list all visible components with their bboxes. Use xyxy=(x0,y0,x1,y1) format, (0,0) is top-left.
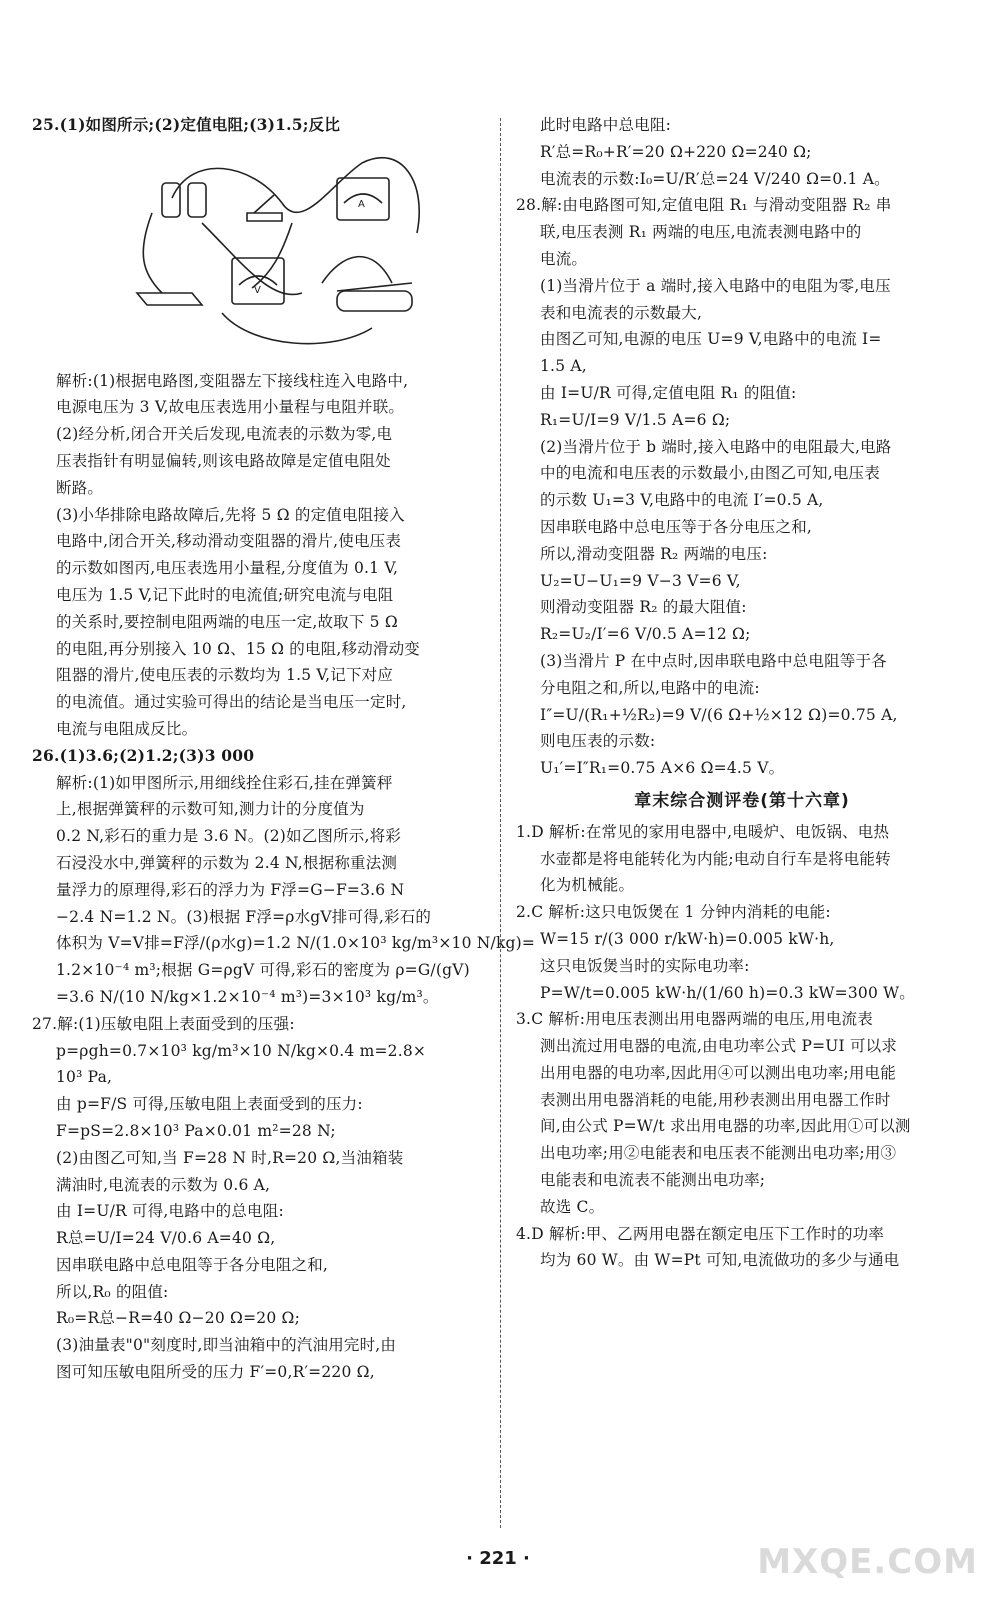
answer-line: F=pS=2.8×10³ Pa×0.01 m²=28 N; xyxy=(56,1121,336,1140)
answer-line: 图可知压敏电阻所受的压力 F′=0,R′=220 Ω, xyxy=(56,1363,375,1382)
left-column xyxy=(32,112,536,1386)
answer-line: 测出流过用电器的电流,由电功率公式 P=UI 可以求 xyxy=(540,1037,898,1056)
answer-line: 由 p=F/S 可得,压敏电阻上表面受到的压力: xyxy=(56,1095,363,1114)
section-title: 章末综合测评卷(第十六章) xyxy=(634,790,850,811)
answer-line: 26.(1)3.6;(2)1.2;(3)3 000 xyxy=(32,745,255,765)
answer-line: =3.6 N/(10 N/kg×1.2×10⁻⁴ m³)=3×10³ kg/m³。 xyxy=(56,987,439,1006)
answer-line: 电流。 xyxy=(540,249,588,268)
answer-line: 28.解:由电路图可知,定值电阻 R₁ 与滑动变阻器 R₂ 串 xyxy=(516,196,892,215)
answer-line: 解析:(1)根据电路图,变阻器左下接线柱连入电路中, xyxy=(56,371,409,390)
answer-line: 这只电饭煲当时的实际电功率: xyxy=(540,956,750,975)
answer-line: (3)当滑片 P 在中点时,因串联电路中总电阻等于各 xyxy=(540,651,887,670)
answer-line: 表和电流表的示数最大, xyxy=(540,303,703,322)
answer-line: 的关系时,要控制电阻两端的电压一定,故取下 5 Ω xyxy=(56,612,398,631)
answer-line: 联,电压表测 R₁ 两端的电压,电流表测电路中的 xyxy=(540,223,862,242)
answer-line: 的示数如图丙,电压表选用小量程,分度值为 0.1 V, xyxy=(56,559,399,578)
answer-line: R₂=U₂/I′=6 V/0.5 A=12 Ω; xyxy=(540,625,751,644)
answer-line: (2)当滑片位于 b 端时,接入电路中的电阻最大,电路 xyxy=(540,437,892,456)
answer-line: (1)当滑片位于 a 端时,接入电路中的电阻为零,电压 xyxy=(540,276,891,295)
answer-line: 上,根据弹簧秤的示数可知,测力计的分度值为 xyxy=(56,800,365,819)
answer-line: 的示数 U₁=3 V,电路中的电流 I′=0.5 A, xyxy=(540,491,824,510)
answer-line: 1.5 A, xyxy=(540,357,587,376)
answer-line: 满油时,电流表的示数为 0.6 A, xyxy=(56,1175,271,1194)
answer-line: 2.C 解析:这只电饭煲在 1 分钟内消耗的电能: xyxy=(516,903,831,922)
answer-line: −2.4 N=1.2 N。(3)根据 F浮=ρ水gV排可得,彩石的 xyxy=(56,907,432,926)
answer-line: 断路。 xyxy=(56,478,104,497)
site-watermark: MXQE.COM xyxy=(757,1542,978,1582)
answer-line: 出用电器的电功率,因此用④可以测出电功率;用电能 xyxy=(540,1063,896,1082)
answer-line: I″=U/(R₁+½R₂)=9 V/(6 Ω+½×12 Ω)=0.75 A, xyxy=(540,705,898,724)
circuit-diagram xyxy=(132,143,484,362)
page-number: · 221 · xyxy=(466,1548,530,1569)
answer-line: 故选 C。 xyxy=(540,1197,605,1216)
answer-line: 解析:(1)如甲图所示,用细线拴住彩石,挂在弹簧秤 xyxy=(56,773,393,792)
answer-line: 此时电路中总电阻: xyxy=(540,116,672,134)
answer-line: 电压为 1.5 V,记下此时的电流值;研究电流与电阻 xyxy=(56,585,394,604)
answer-line: 所以,R₀ 的阻值: xyxy=(56,1282,169,1301)
answer-line: 4.D 解析:甲、乙两用电器在额定电压下工作时的功率 xyxy=(516,1224,885,1243)
answer-line: 的电流值。通过实验可得出的结论是当电压一定时, xyxy=(56,693,407,712)
answer-line: 分电阻之和,所以,电路中的电流: xyxy=(540,678,760,697)
answer-line: 石浸没水中,弹簧秤的示数为 2.4 N,根据称重法测 xyxy=(56,853,398,872)
answer-line: 由 I=U/R 可得,电路中的总电阻: xyxy=(56,1202,284,1221)
answer-line: 压表指针有明显偏转,则该电路故障是定值电阻处 xyxy=(56,451,391,470)
answer-line: R₁=U/I=9 V/1.5 A=6 Ω; xyxy=(540,410,731,429)
answer-line: 3.C 解析:用电压表测出用电器两端的电压,用电流表 xyxy=(516,1010,873,1029)
answer-line: (3)小华排除电路故障后,先将 5 Ω 的定值电阻接入 xyxy=(56,505,405,524)
answer-line: 阻器的滑片,使电压表的示数均为 1.5 V,记下对应 xyxy=(56,666,394,685)
answer-line: 25.(1)如图所示;(2)定值电阻;(3)1.5;反比 xyxy=(32,115,341,134)
column-divider xyxy=(500,118,501,1528)
right-column xyxy=(516,112,968,1274)
answer-line: 电路中,闭合开关,移动滑动变阻器的滑片,使电压表 xyxy=(56,532,402,551)
answer-line: 0.2 N,彩石的重力是 3.6 N。(2)如乙图所示,将彩 xyxy=(56,827,402,846)
answer-line: 因串联电路中总电压等于各分电压之和, xyxy=(540,517,813,536)
answer-line: (2)经分析,闭合开关后发现,电流表的示数为零,电 xyxy=(56,425,393,444)
answer-line: 电流表的示数:I₀=U/R′总=24 V/240 Ω=0.1 A。 xyxy=(540,169,890,188)
answer-line: 由图乙可知,电源的电压 U=9 V,电路中的电流 I= xyxy=(540,330,882,349)
answer-line: 电流与电阻成反比。 xyxy=(56,719,198,738)
svg-text:A: A xyxy=(358,198,366,210)
answer-line: (3)油量表"0"刻度时,即当油箱中的汽油用完时,由 xyxy=(56,1336,397,1355)
answer-line: 1.2×10⁻⁴ m³;根据 G=ρgV 可得,彩石的密度为 ρ=G/(gV) xyxy=(56,961,470,980)
answer-line: 27.解:(1)压敏电阻上表面受到的压强: xyxy=(32,1014,295,1033)
answer-line: R₀=R总−R=40 Ω−20 Ω=20 Ω; xyxy=(56,1309,300,1328)
answer-line: 均为 60 W。由 W=Pt 可知,电流做功的多少与通电 xyxy=(540,1251,900,1270)
answer-line: 10³ Pa, xyxy=(56,1068,113,1087)
answer-line: 电源电压为 3 V,故电压表选用小量程与电阻并联。 xyxy=(56,398,405,417)
answer-line: W=15 r/(3 000 r/kW·h)=0.005 kW·h, xyxy=(540,929,835,948)
answer-line: 所以,滑动变阻器 R₂ 两端的电压: xyxy=(540,544,768,563)
answer-line: 出电功率;用②电能表和电压表不能测出电功率;用③ xyxy=(540,1144,897,1163)
answer-line: 电能表和电流表不能测出电功率; xyxy=(540,1171,766,1190)
answer-line: (2)由图乙可知,当 F=28 N 时,R=20 Ω,当油箱装 xyxy=(56,1148,404,1167)
answer-line: 量浮力的原理得,彩石的浮力为 F浮=G−F=3.6 N xyxy=(56,880,405,899)
answer-line: 由 I=U/R 可得,定值电阻 R₁ 的阻值: xyxy=(540,383,797,402)
answer-line: 体积为 V=V排=F浮/(ρ水g)=1.2 N/(1.0×10³ kg/m³×10 N/kg)= xyxy=(56,934,536,953)
answer-line: 因串联电路中总电阻等于各分电阻之和, xyxy=(56,1255,329,1274)
answer-line: 表测出用电器消耗的电能,用秒表测出用电器工作时 xyxy=(540,1090,891,1109)
answer-line: R总=U/I=24 V/0.6 A=40 Ω, xyxy=(56,1229,276,1248)
answer-line: P=W/t=0.005 kW·h/(1/60 h)=0.3 kW=300 W。 xyxy=(540,983,915,1002)
svg-text:V: V xyxy=(254,284,262,296)
answer-line: 间,由公式 P=W/t 求出用电器的功率,因此用①可以测 xyxy=(540,1117,911,1136)
answer-line: U₂=U−U₁=9 V−3 V=6 V, xyxy=(540,571,741,590)
answer-line: 的电阻,再分别接入 10 Ω、15 Ω 的电阻,移动滑动变 xyxy=(56,639,421,658)
answer-line: 中的电流和电压表的示数最小,由图乙可知,电压表 xyxy=(540,464,880,483)
answer-line: U₁′=I″R₁=0.75 A×6 Ω=4.5 V。 xyxy=(540,759,785,778)
answer-line: 则电压表的示数: xyxy=(540,732,656,751)
answer-line: 1.D 解析:在常见的家用电器中,电暖炉、电饭锅、电热 xyxy=(516,822,890,841)
answer-line: R′总=R₀+R′=20 Ω+220 Ω=240 Ω; xyxy=(540,142,812,161)
answer-line: p=ρgh=0.7×10³ kg/m³×10 N/kg×0.4 m=2.8× xyxy=(56,1041,427,1060)
answer-line: 水壶都是将电能转化为内能;电动自行车是将电能转 xyxy=(540,849,891,868)
answer-line: 化为机械能。 xyxy=(540,876,635,895)
answer-line: 则滑动变阻器 R₂ 的最大阻值: xyxy=(540,598,747,617)
